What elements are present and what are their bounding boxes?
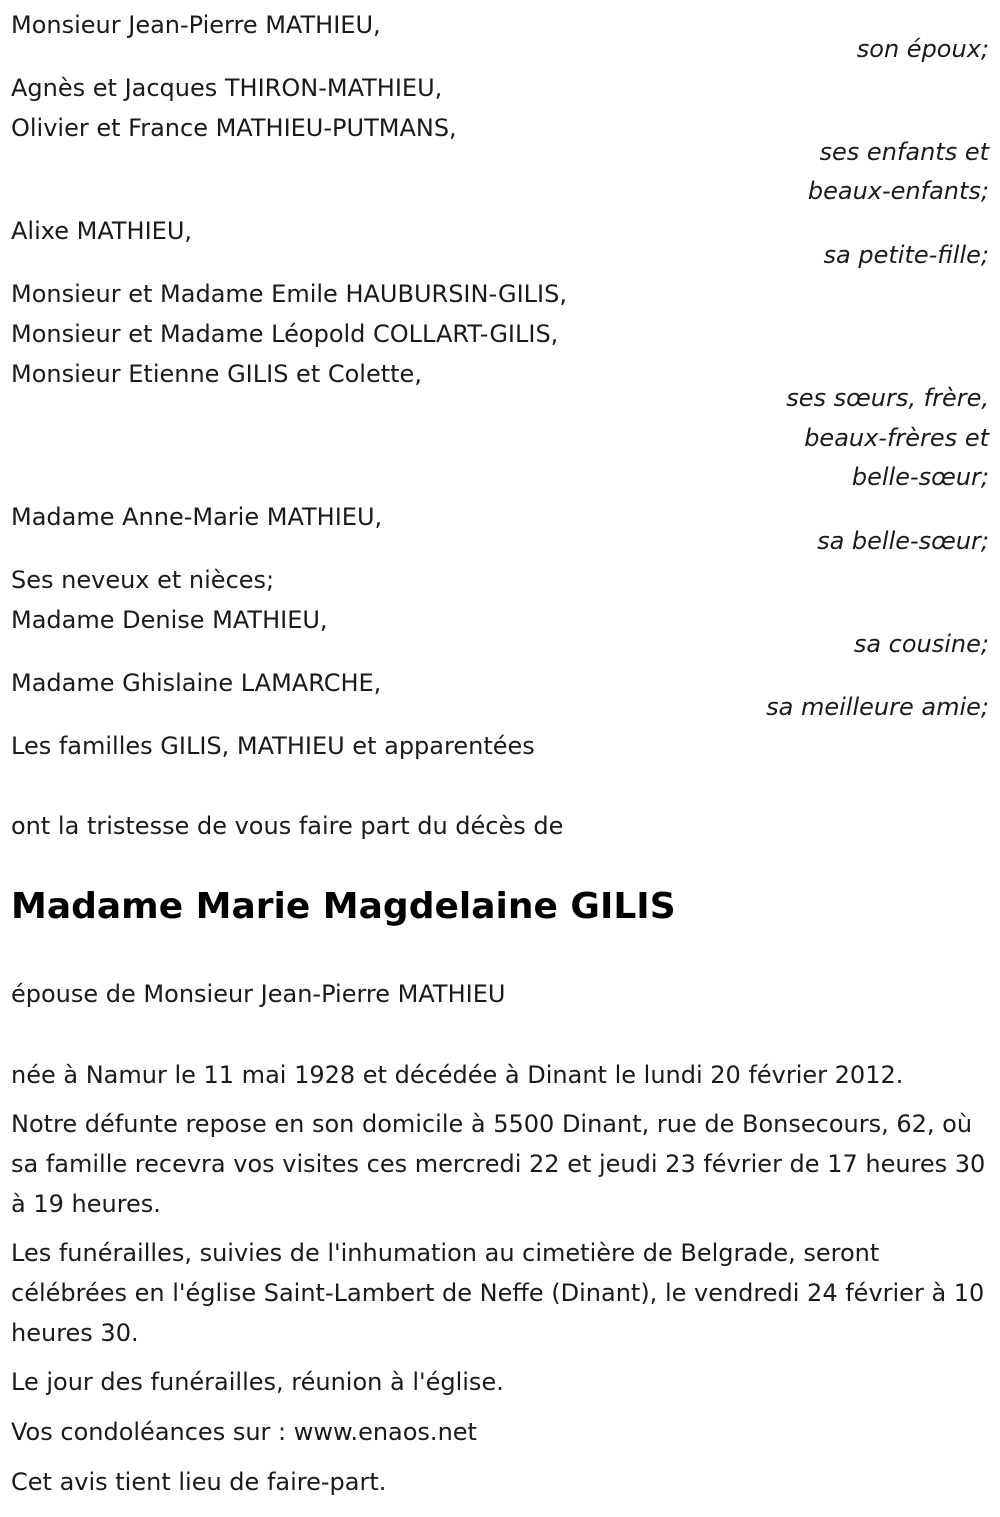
funeral-paragraph: Les funérailles, suivies de l'inhumation au cimetière de Belgrade, seront célébrées en l'église Saint-Lambert de Neffe (Dinant), le vendredi 24 février à 10 heures 30. (11, 1239, 985, 1347)
spouse-line: épouse de Monsieur Jean-Pierre MATHIEU (11, 980, 506, 1008)
relation-text: sa petite-fille; (823, 241, 989, 269)
birth-death-paragraph: née à Namur le 11 mai 1928 et décédée à Dinant le lundi 20 février 2012. (11, 1061, 904, 1089)
announcer-line: Ses neveux et nièces; (11, 566, 275, 594)
meeting-paragraph: Le jour des funérailles, réunion à l'église. (11, 1368, 504, 1396)
relation-text: sa belle-sœur; (817, 527, 989, 555)
announcer-line: Monsieur Etienne GILIS et Colette, (11, 360, 422, 388)
announcer-line: Madame Denise MATHIEU, (11, 606, 328, 634)
relation-text: beaux-frères et (804, 424, 989, 452)
announcer-line: Madame Ghislaine LAMARCHE, (11, 669, 382, 697)
notice-paragraph: Cet avis tient lieu de faire-part. (11, 1468, 387, 1496)
announcer-line: Madame Anne-Marie MATHIEU, (11, 503, 383, 531)
condolences-paragraph: Vos condoléances sur : www.enaos.net (11, 1418, 477, 1446)
relation-text: beaux-enfants; (807, 177, 989, 205)
announcer-line: Monsieur et Madame Emile HAUBURSIN-GILIS, (11, 280, 567, 308)
announcer-line: Alixe MATHIEU, (11, 217, 193, 245)
relation-text: son époux; (856, 35, 989, 63)
visitation-paragraph: Notre défunte repose en son domicile à 5500 Dinant, rue de Bonsecours, 62, où sa famille recevra vos visites ces mercredi 22 et jeudi 23 février de 17 heures 30 à 19 heures. (11, 1110, 986, 1218)
relation-text: ses sœurs, frère, (786, 384, 989, 412)
relation-text: sa cousine; (853, 630, 989, 658)
deceased-name: Madame Marie Magdelaine GILIS (11, 886, 676, 927)
announcer-line: Olivier et France MATHIEU-PUTMANS, (11, 114, 457, 142)
announcer-line: Les familles GILIS, MATHIEU et apparentées (11, 732, 535, 760)
relation-text: ses enfants et (819, 138, 989, 166)
announcer-line: Agnès et Jacques THIRON-MATHIEU, (11, 74, 443, 102)
announcer-line: Monsieur et Madame Léopold COLLART-GILIS, (11, 320, 559, 348)
relation-text: sa meilleure amie; (766, 693, 989, 721)
announcer-line: Monsieur Jean-Pierre MATHIEU, (11, 11, 381, 39)
intro-text: ont la tristesse de vous faire part du décès de (11, 812, 564, 840)
relation-text: belle-sœur; (851, 463, 989, 491)
